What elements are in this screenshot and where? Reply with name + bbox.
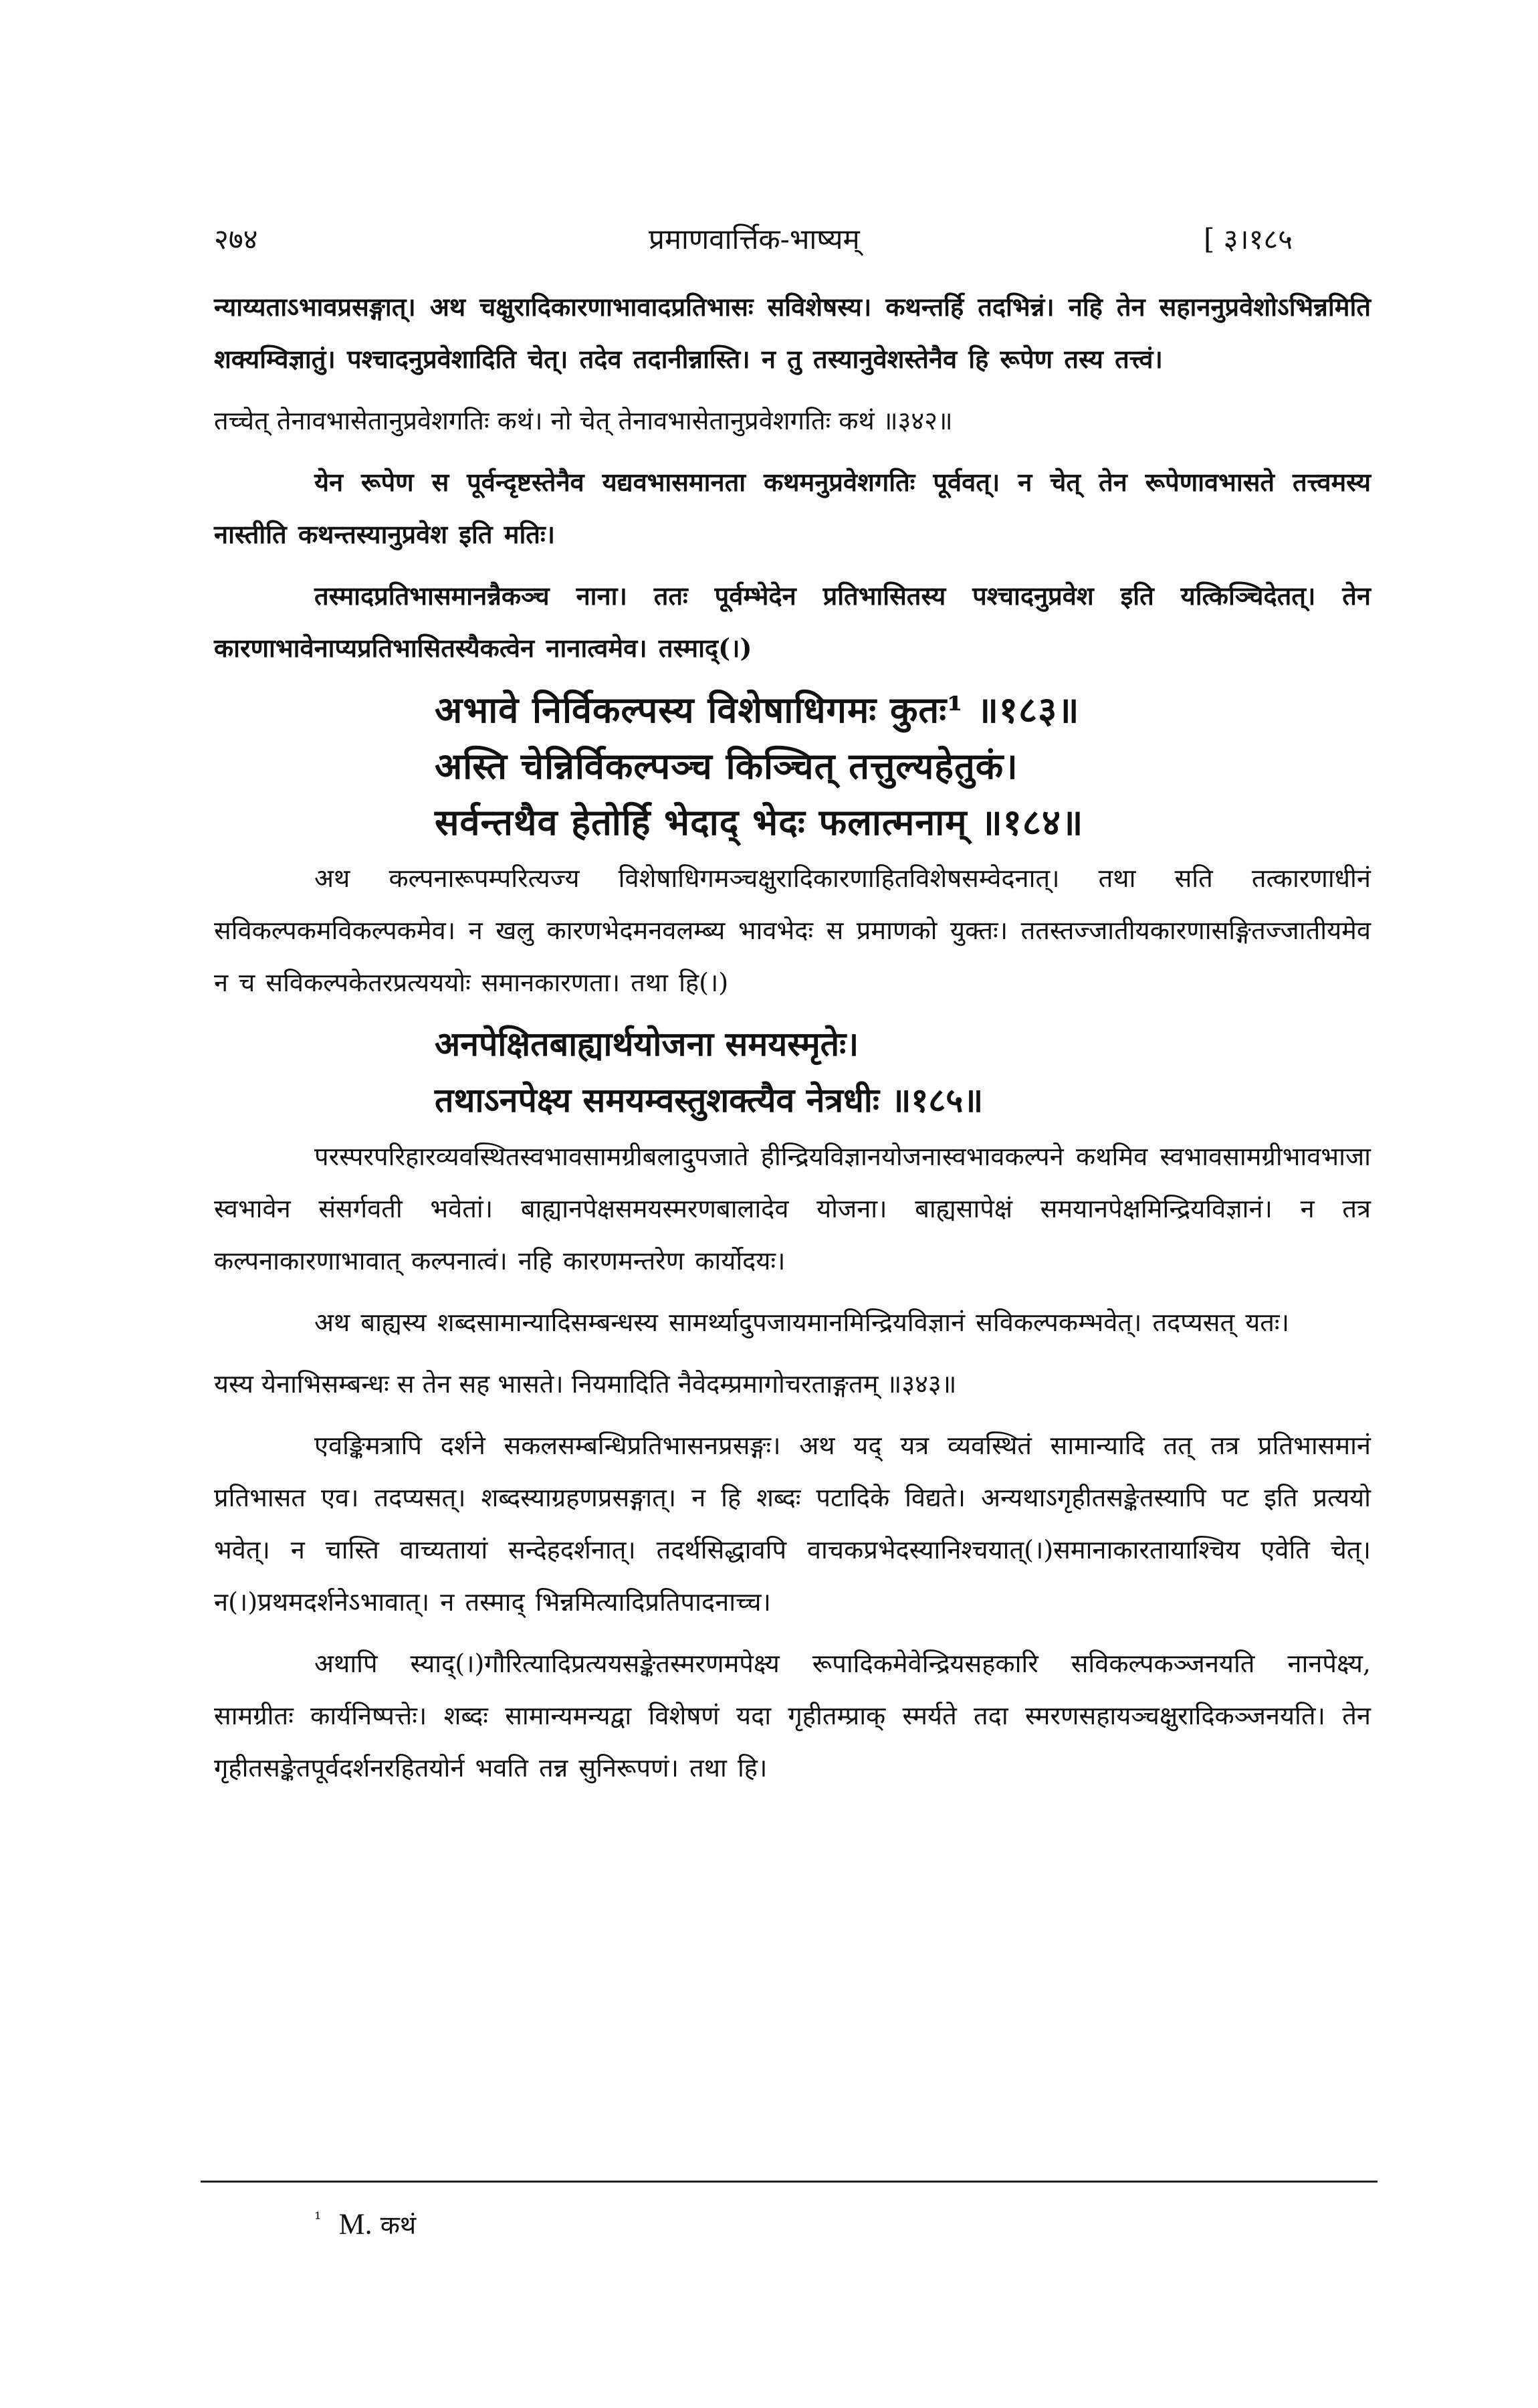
verse-line: अनपेक्षितबाह्यार्थयोजना समयस्मृतेः। [435, 1024, 859, 1064]
verse-line: सर्वन्तथैव हेतोर्हि भेदाद् भेदः फलात्मनाम् ॥१८४॥ [435, 801, 1084, 843]
paragraph: अथ बाह्यस्य शब्दसामान्यादिसम्बन्धस्य सामर्थ्यादुपजायमानमिन्द्रियविज्ञानं सविकल्पकम्भवेत्। तदप्यसत् यतः। [314, 1308, 1289, 1337]
running-title: प्रमाणवार्त्तिक-भाष्यम् [649, 223, 860, 256]
footnote-manuscript: M. [338, 2207, 372, 2241]
karika-343: यस्य येनाभिसम्बन्धः स तेन सह भासते। नियमादिति नैवेदम्प्रमागोचरताङ्गतम् ॥३४३॥ [214, 1369, 957, 1399]
paragraph: एवङ्किमत्रापि दर्शने सकलसम्बन्धिप्रतिभासनप्रसङ्गः। अथ यद् यत्र व्यवस्थितं सामान्यादि तत् तत्र प्रतिभासमानं प्रतिभासत एव। तदप्यसत्। शब्दस्याग्रहणप्रसङ्गात्। न हि शब्दः पटादिके विद्यते। अन्यथाऽगृहीतसङ्केतस्यापि पट इति प्रत्ययो भवेत्। न चास्ति वाच्यतायां सन्देहदर्शनात्। तदर्थसिद्धावपि वाचकप्रभेदस्यानिश्चयात्(।)समानाकारतायाश्चिय एवेति चेत्। न(।)प्रथमदर्शनेऽभावात्। न तस्माद् भिन्नमित्यादिप्रतिपादनाच्च। [214, 1431, 1371, 1617]
paragraph: तस्मादप्रतिभासमानन्नैकञ्च नाना। ततः पूर्वम्भेदेन प्रतिभासितस्य पश्चादनुप्रवेश इति यत्किञ्चिदेतत्। तेन कारणाभावेनाप्यप्रतिभासितस्यैकत्वेन नानात्वमेव। तस्माद्(।) [214, 581, 1371, 663]
verse-185 [214, 1018, 1371, 1126]
paragraph: अथ कल्पनारूपम्परित्यज्य विशेषाधिगमञ्चक्षुरादिकारणाहितविशेषसम्वेदनात्। तथा सति तत्कारणाधीनं सविकल्पकमविकल्पकमेव। न खलु कारणभेदमनवलम्ब्य भावभेदः स प्रमाणको युक्तः। ततस्तज्जातीयकारणासङ्गितज्जातीयमेव न च सविकल्पकेतरप्रत्यययोः समानकारणता। तथा हि(।) [214, 864, 1371, 997]
karika-342: तच्चेत् तेनावभासेतानुप्रवेशगतिः कथं। नो चेत् तेनावभासेतानुप्रवेशगतिः कथं ॥३४२॥ [214, 406, 953, 435]
page-number: २७४ [214, 223, 258, 256]
verse-line: तथाऽनपेक्ष्य समयम्वस्तुशक्त्यैव नेत्रधीः ॥१८५॥ [435, 1080, 984, 1120]
main-text [214, 281, 1371, 1803]
running-header [214, 213, 1364, 266]
paragraph: न्याय्यताऽभावप्रसङ्गात्। अथ चक्षुरादिकारणाभावादप्रतिभासः सविशेषस्य। कथन्तर्हि तदभिन्नं। नहि तेन सहाननुप्रवेशोऽभिन्नमिति शक्यम्विज्ञातुं। पश्चादनुप्रवेशादिति चेत्। तदेव तदानीन्नास्ति। न तु तस्यानुवेशस्तेनैव हि रूपेण तस्य तत्त्वं। [214, 292, 1371, 374]
section-reference: [ ३।१८५ [1204, 223, 1293, 256]
footnote-text: कथं [380, 2210, 417, 2240]
paragraph: येन रूपेण स पूर्वन्दृष्टस्तेनैव यद्यवभासमानता कथमनुप्रवेशगतिः पूर्ववत्। न चेत् तेन रूपेणावभासते तत्त्वमस्य नास्तीति कथन्तस्यानुप्रवेश इति मतिः। [214, 467, 1371, 549]
paragraph: अथापि स्याद्(।)गौरित्यादिप्रत्ययसङ्केतस्मरणमपेक्ष्य रूपादिकमेवेन्द्रियसहकारि सविकल्पकञ्जनयति नानपेक्ष्य, सामग्रीतः कार्यनिष्पत्तेः। शब्दः सामान्यमन्यद्वा विशेषणं यदा गृहीतम्प्राक् स्मर्यते तदा स्मरणसहायञ्चक्षुरादिकञ्जनयति। तेन गृहीतसङ्केतपूर्वदर्शनरहितयोर्न भवति तन्न सुनिरूपणं। तथा हि। [214, 1649, 1371, 1783]
verse-line: अस्ति चेन्निर्विकल्पञ्च किञ्चित् तत्तुल्यहेतुकं। [435, 744, 1018, 787]
paragraph: परस्परपरिहारव्यवस्थितस्वभावसामग्रीबलादुपजाते हीन्द्रियविज्ञानयोजनास्वभावकल्पने कथमिव स्वभावसामग्रीभावभाजा स्वभावेन संसर्गवती भवेतां। बाह्यानपेक्षसमयस्मरणबालादेव योजना। बाह्यसापेक्षं समयानपेक्षमिन्द्रियविज्ञानं। न तत्र कल्पनाकारणाभावात् कल्पनात्वं। नहि कारणमन्तरेण कार्योदयः। [214, 1142, 1371, 1276]
footnote-divider [201, 2181, 1378, 2183]
footnote-marker: ¹ [314, 2209, 322, 2229]
footnote [314, 2199, 416, 2245]
verse-line: अभावे निर्विकल्पस्य विशेषाधिगमः कुतः¹ ॥१८३॥ [435, 688, 1080, 731]
verse-183-184 [214, 684, 1371, 848]
